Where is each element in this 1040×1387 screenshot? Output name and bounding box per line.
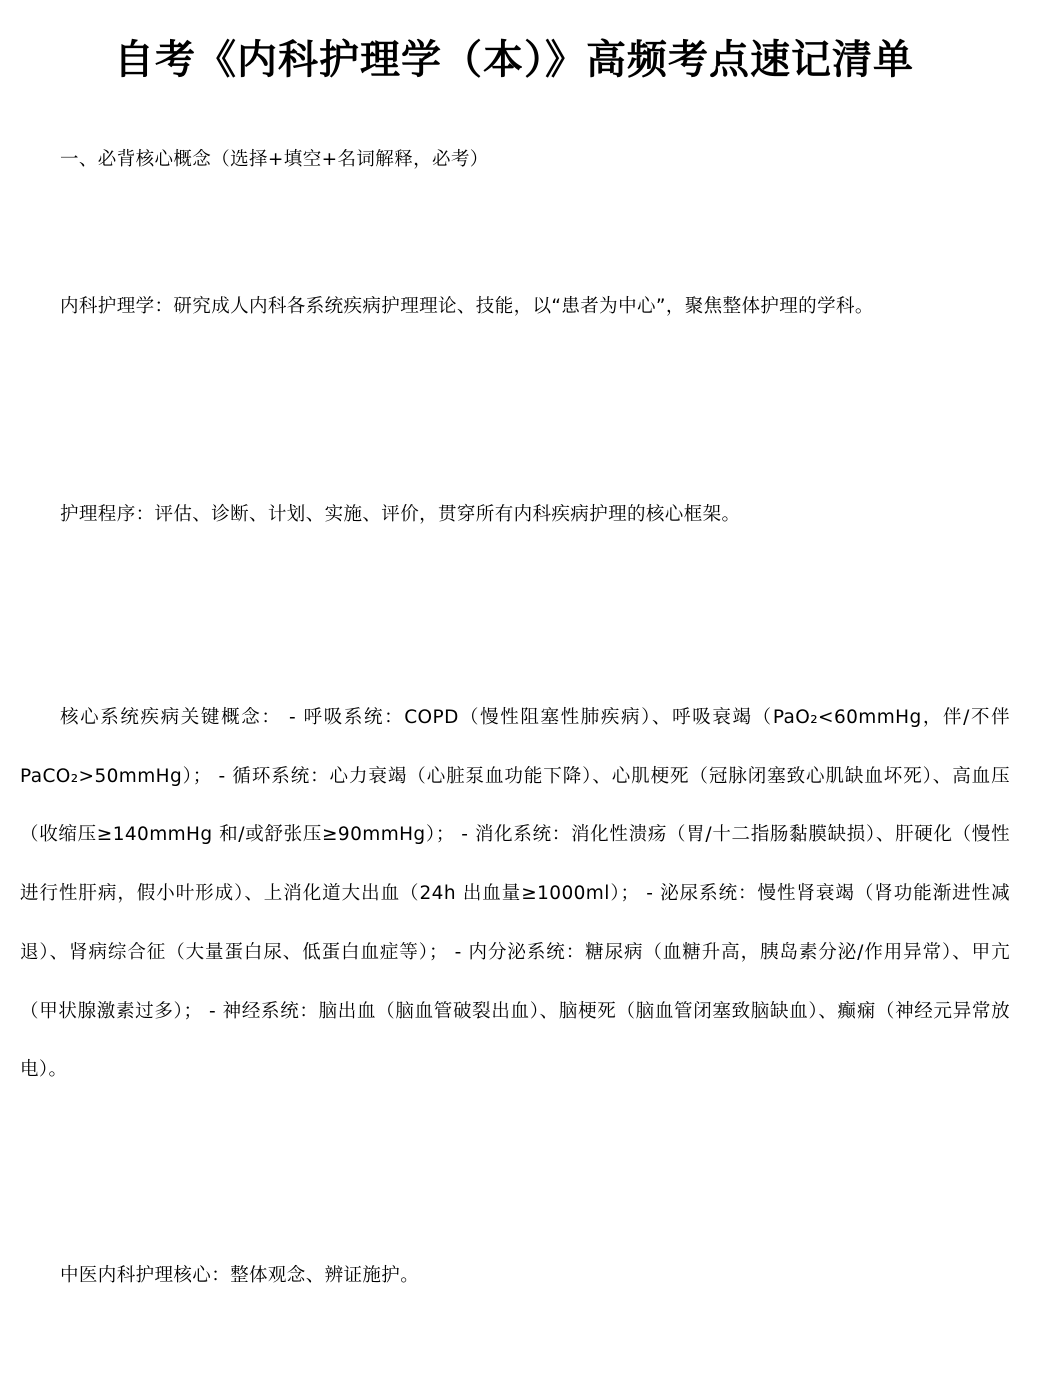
section-heading: 一、必背核心概念（选择+填空+名词解释，必考） xyxy=(60,149,489,170)
paragraph-system-disease-concepts: 核心系统疾病关键概念： - 呼吸系统：COPD（慢性阻塞性肺疾病）、呼吸衰竭（PaO₂<60mmHg，伴/不伴 PaCO₂>50mmHg）； - 循环系统：心力衰竭（心脏泵血功能下降）、心肌梗死（冠脉闭塞致心肌缺血坏死）、高血压（收缩压≥140mmHg 和/或舒张压≥90mmHg）； - 消化系统：消化性溃疡（胃/十二指肠黏膜缺损）、肝硬化（慢性进行性肝病，假小叶形成）、上消化道大出血（24h 出血量≥1000ml）； - 泌尿系统：慢性肾衰竭（肾功能渐进性减退）、肾病综合征（大量蛋白尿、低蛋白血症等）； - 内分泌系统：糖尿病（血糖升高，胰岛素分泌/作用异常）、甲亢（甲状腺激素过多）； - 神经系统：脑出血（脑血管破裂出血）、脑梗死（脑血管闭塞致脑缺血）、癫痫（神经元异常放电）。 xyxy=(20,707,1010,1081)
paragraph-nursing-definition: 内科护理学：研究成人内科各系统疾病护理理论、技能，以“患者为中心”，聚焦整体护理的学科。 xyxy=(60,296,874,317)
paragraph-nursing-process: 护理程序：评估、诊断、计划、实施、评价，贯穿所有内科疾病护理的核心框架。 xyxy=(60,504,741,525)
paragraph-tcm-nursing-core: 中医内科护理核心：整体观念、辨证施护。 xyxy=(60,1265,420,1286)
document-title: 自考《内科护理学（本）》高频考点速记清单 xyxy=(114,37,914,83)
